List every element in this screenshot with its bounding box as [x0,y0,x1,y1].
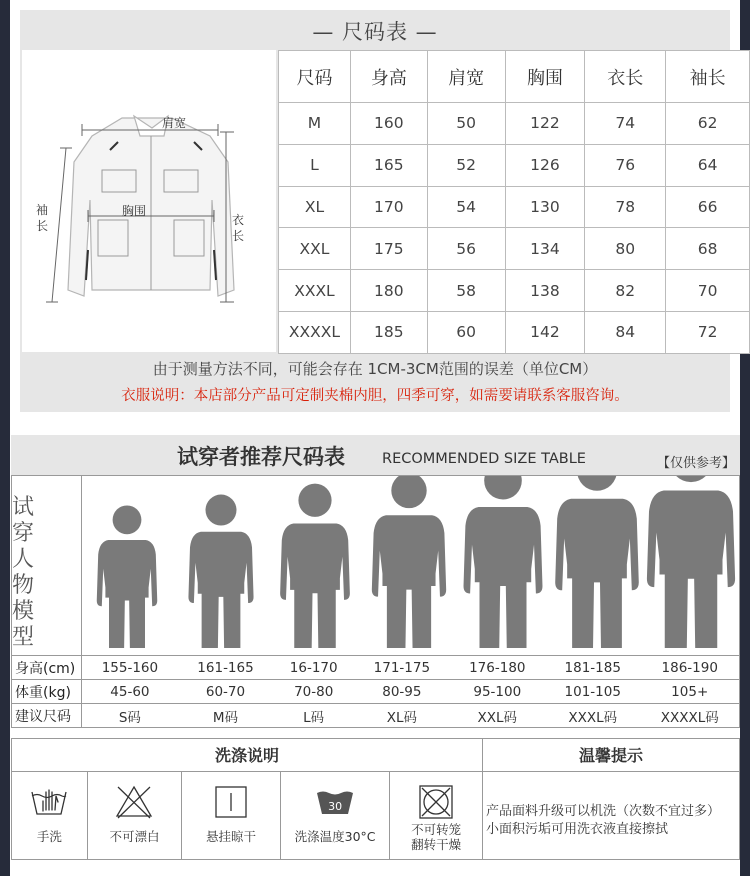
header-size: 尺码 [279,51,351,103]
table-cell: 16-170 [273,656,354,680]
table-cell: 76 [585,144,666,186]
row-label-weight: 体重(kg) [12,680,82,704]
model-label-char: 物 [12,573,35,598]
model-label-char: 穿 [12,521,35,546]
table-cell: 80-95 [354,680,449,704]
table-cell: XXXL [279,270,351,312]
model-label-char: 型 [12,625,35,650]
table-cell: 58 [427,270,505,312]
table-row [12,680,740,704]
table-cell: 101-105 [545,680,640,704]
model-figure [372,476,446,648]
wash-item-no-bleach [88,772,183,859]
table-cell: 165 [350,144,427,186]
table-cell: XXXL码 [545,704,640,728]
table-cell: 155-160 [82,656,178,680]
table-cell: 171-175 [354,656,449,680]
header-sleeve: 袖长 [666,51,750,103]
tips-content [483,772,740,860]
table-cell: XXXXL [279,311,351,353]
wash-label: 悬挂晾干 [206,829,257,844]
jacket-icon [22,50,276,352]
wash-item-hand [12,772,88,859]
table-cell: XXL [279,228,351,270]
table-cell: 181-185 [545,656,640,680]
recommended-table [11,655,740,728]
table-row [279,228,750,270]
table-row [279,144,750,186]
wash-label: 手洗 [36,829,62,844]
recommended-title-en: RECOMMENDED SIZE TABLE [382,451,586,467]
table-cell: XXXXL码 [640,704,739,728]
wash-label: 不可转笼 [411,822,462,837]
table-cell: M码 [178,704,273,728]
reference-only-tag: 【仅供参考】 [657,456,736,471]
wash-label: 洗涤温度30°C [294,829,376,844]
table-cell: 64 [666,144,750,186]
table-row [279,270,750,312]
table-cell: S码 [82,704,178,728]
table-cell: 68 [666,228,750,270]
wash-label: 翻转干燥 [411,837,462,852]
table-cell: 66 [666,186,750,228]
table-cell: 56 [427,228,505,270]
size-table-header-row [279,51,750,103]
table-cell: 160 [350,103,427,145]
table-cell: 70 [666,270,750,312]
washing-instructions [11,772,483,860]
tip-line: 产品面料升级可以机洗（次数不宜过多） [486,804,721,819]
recommended-title: 试穿者推荐尺码表 [177,445,345,469]
table-cell: 126 [505,144,585,186]
model-figure [280,484,350,648]
table-cell: 134 [505,228,585,270]
table-cell: 185 [350,311,427,353]
no-tumble-dry-icon [416,784,456,820]
table-cell: 161-165 [178,656,273,680]
table-cell: 186-190 [640,656,739,680]
table-cell: L [279,144,351,186]
table-cell: 130 [505,186,585,228]
table-cell: 142 [505,311,585,353]
label-sleeve: 袖长 [36,203,49,233]
table-row [279,186,750,228]
table-cell: XL码 [354,704,449,728]
table-row [279,311,750,353]
wash-item-hang-dry [182,772,281,859]
table-cell: 78 [585,186,666,228]
hang-dry-icon [211,784,251,820]
model-figures [82,476,740,656]
model-figure [555,476,639,648]
label-chest: 胸围 [122,204,147,218]
table-cell: 170 [350,186,427,228]
no-bleach-icon [114,784,154,820]
table-cell: 138 [505,270,585,312]
table-row [12,704,740,728]
left-edge-bar [0,0,10,876]
table-cell: 70-80 [273,680,354,704]
model-figures-panel [11,475,740,655]
table-cell: 72 [666,311,750,353]
tips-title: 温馨提示 [483,738,740,772]
table-cell: 60-70 [178,680,273,704]
wash-item-30c [281,772,391,859]
model-figure [647,476,735,648]
header-chest: 胸围 [505,51,585,103]
table-cell: 122 [505,103,585,145]
table-cell: 80 [585,228,666,270]
wash-label: 不可漂白 [109,829,160,844]
row-label-size: 建议尺码 [12,704,82,728]
table-row [12,656,740,680]
table-cell: 105+ [640,680,739,704]
table-cell: 176-180 [450,656,545,680]
header-height: 身高 [350,51,427,103]
table-row [279,103,750,145]
model-label-char: 试 [12,495,35,520]
size-table [278,50,750,354]
tip-line: 小面积污垢可用洗衣液直接擦拭 [486,822,669,837]
jacket-measurement-figure [22,50,276,352]
label-length: 衣长 [232,213,245,243]
product-note: 衣服说明：本店部分产品可定制夹棉内胆，四季可穿，如需要请联系客服咨询。 [121,388,629,404]
table-cell: 95-100 [450,680,545,704]
size-chart-title: — 尺码表 — [312,20,438,44]
table-cell: 74 [585,103,666,145]
table-cell: XL [279,186,351,228]
hand-wash-icon [29,784,69,820]
model-label-char: 人 [12,547,35,572]
table-cell: 82 [585,270,666,312]
table-cell: 60 [427,311,505,353]
model-figure [97,505,157,648]
model-figure [188,495,253,648]
table-cell: 52 [427,144,505,186]
table-cell: 50 [427,103,505,145]
row-label-height: 身高(cm) [12,656,82,680]
size-chart-panel [20,10,730,412]
table-cell: 84 [585,311,666,353]
table-cell: 45-60 [82,680,178,704]
recommended-header [11,435,740,475]
model-figure [464,476,543,648]
model-label [12,476,82,655]
table-cell: 54 [427,186,505,228]
washing-title: 洗涤说明 [11,738,483,772]
table-cell: 180 [350,270,427,312]
wash-temp: 30 [328,800,343,813]
table-cell: L码 [273,704,354,728]
model-label-char: 模 [12,599,35,624]
measurement-note: 由于测量方法不同，可能会存在 1CM-3CM范围的误差（单位CM） [152,360,598,378]
table-cell: 62 [666,103,750,145]
table-cell: XXL码 [450,704,545,728]
table-cell: 175 [350,228,427,270]
wash-item-no-tumble [390,772,482,859]
label-shoulder: 肩宽 [162,116,187,130]
header-shoulder: 肩宽 [427,51,505,103]
table-cell: M [279,103,351,145]
header-length: 衣长 [585,51,666,103]
